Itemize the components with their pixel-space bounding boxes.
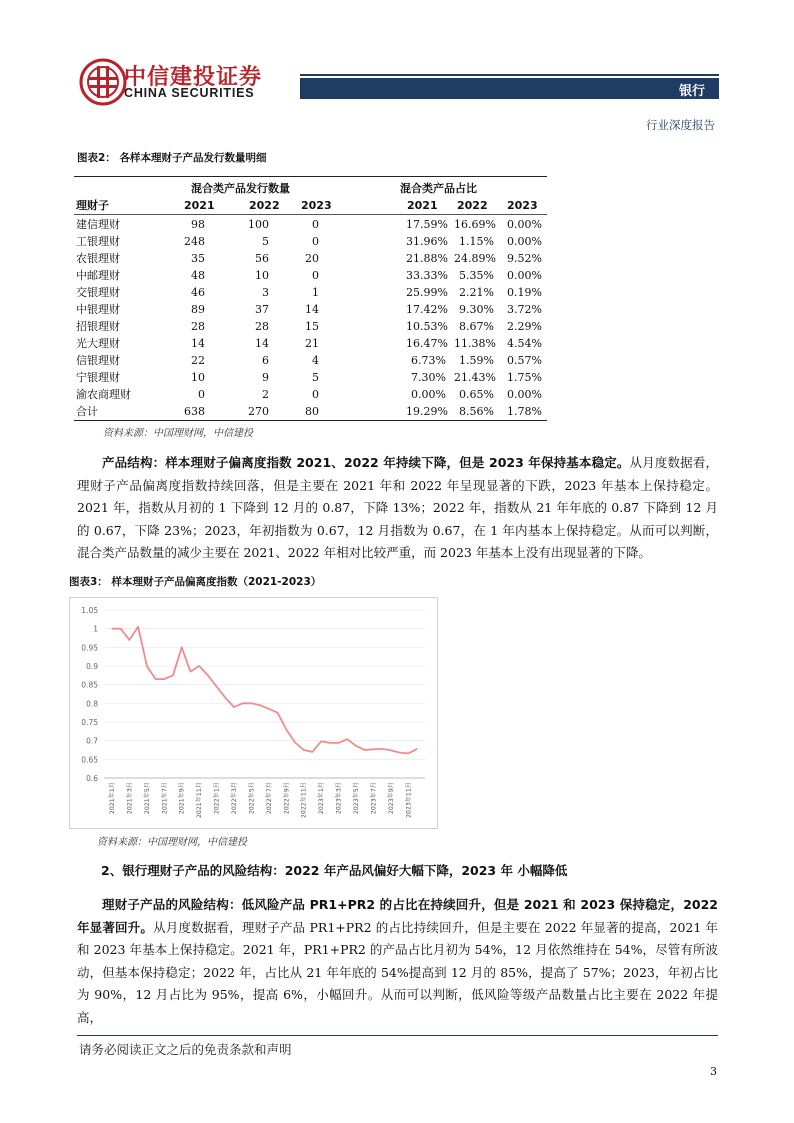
data-point [207, 675, 208, 676]
table-row [74, 369, 547, 386]
y-tick-label: 0.75 [81, 718, 98, 727]
x-tick-label: 2021年11月 [196, 782, 204, 818]
data-point [303, 749, 304, 750]
count-cell: 14 [255, 337, 269, 350]
count-cell: 0 [312, 388, 319, 401]
table-row [74, 250, 547, 267]
data-point [190, 671, 191, 672]
x-tick-label: 2023年9月 [387, 782, 395, 815]
data-point [408, 753, 409, 754]
share-cell: 8.67% [459, 320, 494, 333]
count-cell: 3 [262, 286, 269, 299]
count-cell: 0 [312, 269, 319, 282]
data-point [286, 729, 287, 730]
share-cell: 19.29% [406, 405, 448, 418]
share-cell: 0.00% [507, 235, 542, 248]
x-tick-label: 2021年3月 [126, 782, 134, 815]
table-row [74, 284, 547, 301]
count-cell: 48 [191, 269, 205, 282]
data-point [416, 748, 417, 749]
row-label: 信银理财 [76, 354, 120, 367]
count-cell: 21 [305, 337, 319, 350]
share-cell: 7.30% [411, 371, 446, 384]
table-row [74, 216, 547, 233]
paragraph-body: 从月度数据看，理财子产品 PR1+PR2 的占比持续回升，但是主要在 2022 年显著的提高，2021 年和 2023 年基本上保持稳定。2021 年，PR1+PR2 的产品占比月初为 54%，12 月依然维持在 54%，尽管有所波动，但基本保持稳定；2022 年，占比从 21 年年底的 54%提高到 12 月的 85%，提高了 57%；2023，年初占比为 90%，12 月占比为 95%，提高 6%，小幅回升。从而可以判断，低风险等级产品数量占比主要在 2022 年提高， [77, 919, 718, 1025]
row-label: 交银理财 [76, 286, 120, 299]
share-cell: 21.88% [406, 252, 448, 265]
share-cell: 0.00% [411, 388, 446, 401]
footer-rule [77, 1035, 718, 1036]
count-cell: 1 [312, 286, 319, 299]
x-tick-label: 2022年11月 [300, 782, 308, 818]
deviation-index-chart [70, 598, 437, 828]
paragraph-body: 从月度数据看，理财子产品偏离度指数持续回落，但是主要在 2021 年和 2022 年呈现显著的下跌，2023 年基本上保持稳定。2021 年，指数从月初的 1 下降到 12 月的 0.87，下降 13%；2022 年，指数从 21 年年底的 0.87 下降到 12 月的 0.67，下降 23%；2023，年初指数为 0.67，12 月指数为 0.67，在 1 年内基本上保持稳定。从而可以判断，混合类产品数量的减少主要在 2021、2022 年相对比较严重，而 2023 年基本上没有出现显著的下降。 [77, 455, 718, 560]
share-cell: 2.21% [459, 286, 494, 299]
year-header: 2023 [507, 199, 538, 212]
data-point [260, 705, 261, 706]
data-point [181, 647, 182, 648]
count-cell: 46 [191, 286, 205, 299]
year-header: 2022 [249, 199, 280, 212]
table-row [74, 233, 547, 250]
count-cell: 14 [191, 337, 205, 350]
share-cell: 5.35% [459, 269, 494, 282]
share-cell: 1.78% [507, 405, 542, 418]
table-row [74, 318, 547, 335]
data-point [347, 739, 348, 740]
share-cell: 16.47% [406, 337, 448, 350]
share-cell: 2.29% [507, 320, 542, 333]
data-point [199, 665, 200, 666]
share-cell: 25.99% [406, 286, 448, 299]
data-point [277, 712, 278, 713]
header-rule [300, 74, 719, 76]
share-cell: 0.00% [507, 388, 542, 401]
count-cell: 638 [184, 405, 205, 418]
share-cell: 1.75% [507, 371, 542, 384]
count-cell: 37 [255, 303, 269, 316]
count-cell: 4 [312, 354, 319, 367]
year-header: 2023 [301, 199, 332, 212]
table-bottom-rule [74, 420, 547, 421]
count-cell: 28 [191, 320, 205, 333]
section-heading: 2、银行理财子产品的风险结构：2022 年产品风偏好大幅下降，2023 年 小幅降低 [101, 863, 568, 878]
count-cell: 0 [312, 235, 319, 248]
y-tick-label: 1 [93, 624, 98, 634]
count-cell: 2 [262, 388, 269, 401]
count-cell: 22 [191, 354, 205, 367]
group-count-header: 混合类产品发行数量 [191, 182, 290, 195]
count-cell: 270 [248, 405, 269, 418]
share-cell: 4.54% [507, 337, 542, 350]
share-cell: 21.43% [454, 371, 496, 384]
x-tick-label: 2021年9月 [178, 782, 186, 815]
page-number: 3 [710, 1065, 717, 1078]
count-cell: 5 [312, 371, 319, 384]
data-point [146, 665, 147, 666]
data-point [172, 675, 173, 676]
count-cell: 98 [191, 218, 205, 231]
row-label: 中邮理财 [76, 269, 120, 282]
y-tick-label: 0.8 [86, 699, 98, 709]
x-tick-label: 2023年5月 [353, 782, 360, 815]
share-cell: 31.96% [406, 235, 448, 248]
share-cell: 10.53% [406, 320, 448, 333]
x-tick-label: 2022年7月 [265, 782, 273, 815]
x-tick-label: 2021年5月 [143, 782, 151, 815]
data-point [390, 750, 391, 751]
data-point [373, 749, 374, 750]
count-cell: 0 [198, 388, 205, 401]
row-label: 宁银理财 [76, 371, 120, 384]
row-label: 招银理财 [76, 320, 120, 333]
chart-source: 资料来源：中国理财网，中信建投 [97, 837, 247, 848]
count-cell: 15 [305, 320, 319, 333]
share-cell: 33.33% [406, 269, 448, 282]
share-cell: 17.42% [406, 303, 448, 316]
paragraph-lead: 理财子产品的风险结构：低风险产品 PR1+PR2 的占比在持续回升，但是 2021 和 2023 保持稳定，2022 年显著回升。 [77, 897, 718, 935]
table-row [74, 301, 547, 318]
header-bar [300, 78, 719, 99]
count-cell: 28 [255, 320, 269, 333]
table-row [74, 403, 547, 420]
table-year-header [74, 197, 547, 214]
count-cell: 248 [184, 235, 205, 248]
y-tick-label: 0.9 [86, 662, 98, 671]
share-cell: 0.19% [507, 286, 542, 299]
data-point [338, 742, 339, 743]
table-row [74, 267, 547, 284]
count-cell: 6 [262, 354, 269, 367]
x-tick-label: 2021年7月 [161, 782, 169, 815]
table-header-rule [74, 214, 547, 215]
x-tick-label: 2023年7月 [370, 782, 378, 815]
year-header: 2021 [407, 199, 438, 212]
paragraph-risk-structure [77, 894, 718, 1029]
data-point [251, 703, 252, 704]
count-cell: 56 [255, 252, 269, 265]
share-cell: 24.89% [454, 252, 496, 265]
sector-label: 银行 [678, 84, 705, 99]
brand-name-en: CHINA SECURITIES [124, 86, 255, 100]
count-cell: 35 [191, 252, 205, 265]
col-name-header: 理财子 [76, 199, 109, 212]
data-point [233, 706, 234, 707]
x-tick-label: 2022年9月 [283, 782, 291, 815]
count-cell: 5 [262, 235, 269, 248]
data-point [329, 742, 330, 743]
table-title: 图表2： 各样本理财子产品发行数量明细 [77, 152, 267, 164]
share-cell: 6.73% [411, 354, 446, 367]
data-point [138, 626, 139, 627]
data-point [399, 752, 400, 753]
x-tick-label: 2022年5月 [248, 782, 256, 815]
share-cell: 8.56% [459, 405, 494, 418]
x-tick-label: 2023年3月 [335, 782, 343, 815]
x-tick-label: 2022年3月 [231, 782, 238, 815]
y-tick-label: 1.05 [81, 606, 98, 615]
count-cell: 80 [305, 405, 319, 418]
share-cell: 1.59% [459, 354, 494, 367]
data-point [225, 697, 226, 698]
brand-name-cn: 中信建投证券 [124, 65, 263, 90]
table-row [74, 335, 547, 352]
chart-title: 图表3： 样本理财子产品偏离度指数（2021-2023） [69, 576, 322, 588]
share-cell: 0.57% [507, 354, 542, 367]
share-cell: 0.00% [507, 218, 542, 231]
row-label: 光大理财 [76, 337, 120, 350]
y-tick-label: 0.85 [81, 680, 98, 690]
count-cell: 0 [312, 218, 319, 231]
y-tick-label: 0.6 [86, 774, 98, 783]
share-cell: 9.52% [507, 252, 542, 265]
data-point [321, 741, 322, 742]
paragraph-lead: 产品结构：样本理财子偏离度指数 2021、2022 年持续下降，但是 2023 年保持基本稳定。 [102, 455, 630, 470]
year-header: 2022 [457, 199, 488, 212]
table-source: 资料来源：中国理财网，中信建投 [103, 428, 253, 439]
year-header: 2021 [184, 199, 215, 212]
share-cell: 17.59% [406, 218, 448, 231]
row-label: 合计 [76, 405, 98, 418]
row-label: 建信理财 [76, 218, 120, 231]
x-tick-label: 2021年1月 [109, 782, 116, 815]
group-share-header: 混合类产品占比 [400, 182, 477, 195]
data-point [120, 628, 121, 629]
share-cell: 11.38% [454, 337, 496, 350]
table-row [74, 386, 547, 403]
row-label: 农银理财 [76, 252, 120, 265]
series-line [112, 627, 417, 754]
count-cell: 20 [305, 252, 319, 265]
row-label: 渝农商理财 [76, 388, 131, 401]
x-tick-label: 2023年1月 [318, 782, 326, 815]
y-tick-label: 0.95 [81, 643, 98, 653]
data-point [111, 628, 112, 629]
table-group-header [74, 180, 547, 197]
paragraph-product-structure [77, 452, 718, 565]
share-cell: 0.00% [507, 269, 542, 282]
report-type: 行业深度报告 [646, 118, 715, 132]
data-point [129, 639, 130, 640]
x-tick-label: 2023年11月 [405, 782, 413, 818]
row-label: 工银理财 [76, 235, 120, 248]
data-point [312, 751, 313, 752]
data-point [164, 678, 165, 679]
share-cell: 9.30% [459, 303, 494, 316]
data-point [355, 745, 356, 746]
share-cell: 1.15% [459, 235, 494, 248]
data-point [268, 708, 269, 709]
count-cell: 14 [305, 303, 319, 316]
chart-frame [69, 597, 438, 829]
data-point [294, 742, 295, 743]
data-point [242, 703, 243, 704]
count-cell: 9 [262, 371, 269, 384]
y-tick-label: 0.7 [86, 736, 98, 746]
share-cell: 16.69% [454, 218, 496, 231]
table-top-rule [74, 176, 547, 177]
count-cell: 10 [191, 371, 205, 384]
data-point [216, 686, 217, 687]
table-row [74, 352, 547, 369]
share-cell: 3.72% [507, 303, 542, 316]
count-cell: 10 [255, 269, 269, 282]
count-cell: 89 [191, 303, 205, 316]
share-cell: 0.65% [459, 388, 494, 401]
y-tick-label: 0.65 [81, 755, 98, 765]
data-point [382, 748, 383, 749]
footer-disclaimer: 请务必阅读正文之后的免责条款和声明 [79, 1042, 292, 1057]
row-label: 中银理财 [76, 303, 120, 316]
data-point [364, 749, 365, 750]
count-cell: 100 [248, 218, 269, 231]
data-point [155, 678, 156, 679]
x-tick-label: 2022年1月 [213, 782, 221, 815]
